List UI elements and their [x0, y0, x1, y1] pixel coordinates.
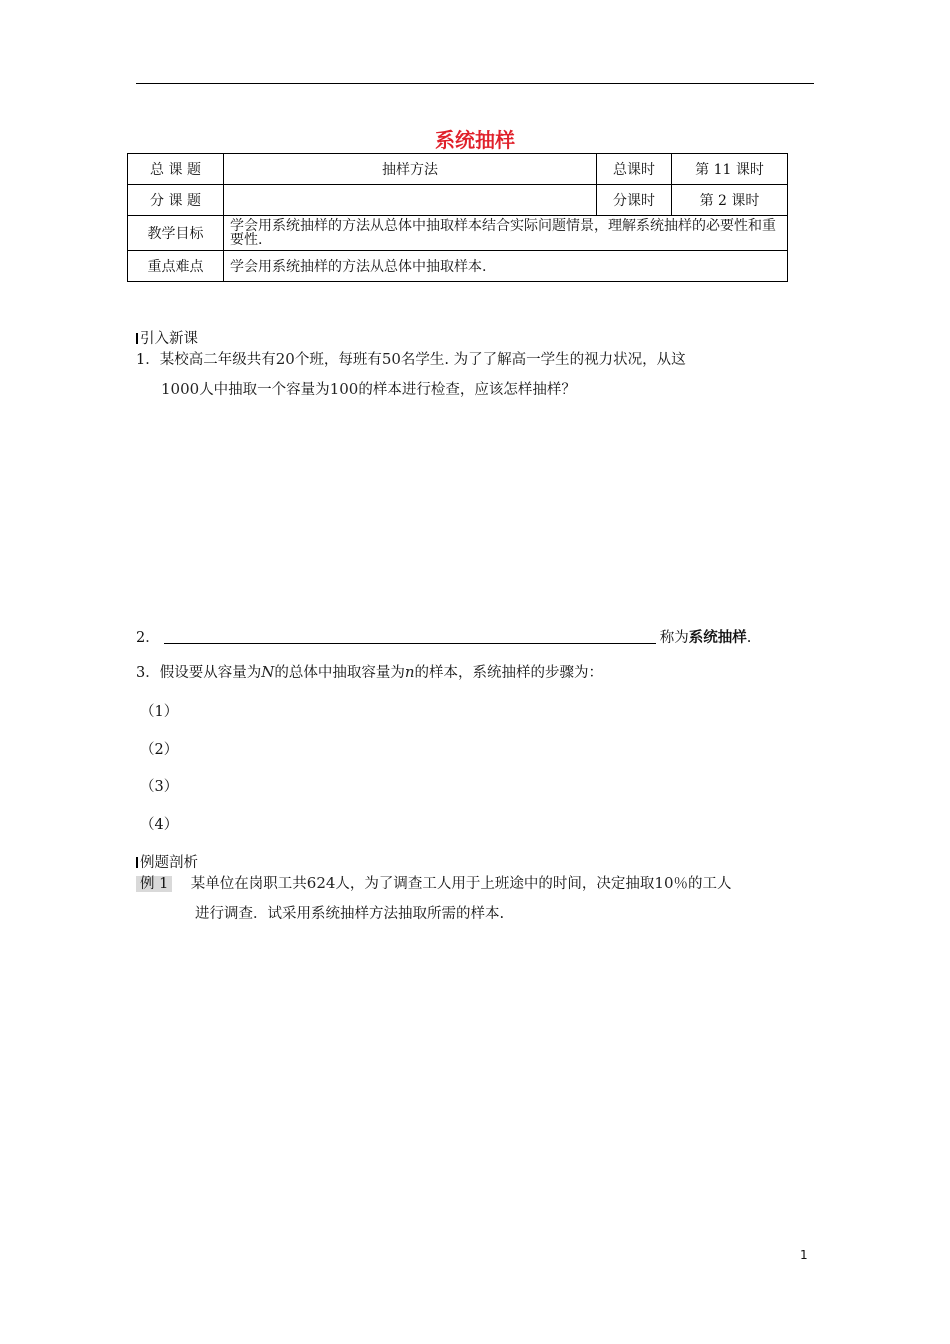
example-1-line-1: 例 1 某单位在岗职工共624人，为了调查工人用于上班途中的时间，决定抽取10％的工人	[136, 872, 732, 893]
total-hours-value: 第 11 课时	[672, 154, 788, 185]
section-bullet	[136, 857, 138, 868]
row-label-total-hours: 总课时	[597, 154, 672, 185]
question-2: 2． 称为系统抽样.	[136, 629, 752, 646]
question-3: 3．假设要从容量为N的总体中抽取容量为n的样本，系统抽样的步骤为：	[136, 663, 604, 681]
example-1-line-2: 进行调查．试采用系统抽样方法抽取所需的样本.	[195, 906, 505, 922]
step-2: （2）	[140, 742, 179, 758]
section-bullet	[136, 333, 138, 344]
example-label: 例 1	[136, 876, 172, 892]
objectives-value: 学会用系统抽样的方法从总体中抽取样本结合实际问题情景，理解系统抽样的必要性和重要性.	[224, 216, 788, 251]
key-points-value: 学会用系统抽样的方法从总体中抽取样本.	[224, 251, 788, 282]
topic-value: 抽样方法	[224, 154, 597, 185]
row-label-objectives: 教学目标	[128, 216, 224, 251]
row-label-sub-hours: 分课时	[597, 185, 672, 216]
row-label-key-points: 重点难点	[128, 251, 224, 282]
header-rule	[136, 83, 814, 84]
step-4: （4）	[140, 817, 179, 833]
page-title: 系统抽样	[435, 128, 515, 152]
sub-hours-value: 第 2 课时	[672, 185, 788, 216]
section-heading-intro: 引入新课	[136, 327, 198, 348]
page-number: 1	[800, 1248, 808, 1262]
subtopic-value	[224, 185, 597, 216]
lesson-info-table	[127, 153, 788, 282]
section-heading-examples: 例题剖析	[136, 851, 198, 872]
row-label-subtopic: 分 课 题	[128, 185, 224, 216]
step-1: （1）	[140, 704, 179, 720]
question-1-line-1: 1．某校高二年级共有20个班，每班有50名学生. 为了了解高一学生的视力状况，从这	[136, 350, 686, 368]
fill-in-blank[interactable]	[164, 629, 656, 644]
row-label-topic: 总 课 题	[128, 154, 224, 185]
question-1-line-2: 1000人中抽取一个容量为100的样本进行检查，应该怎样抽样？	[161, 380, 576, 398]
step-3: （3）	[140, 779, 179, 795]
